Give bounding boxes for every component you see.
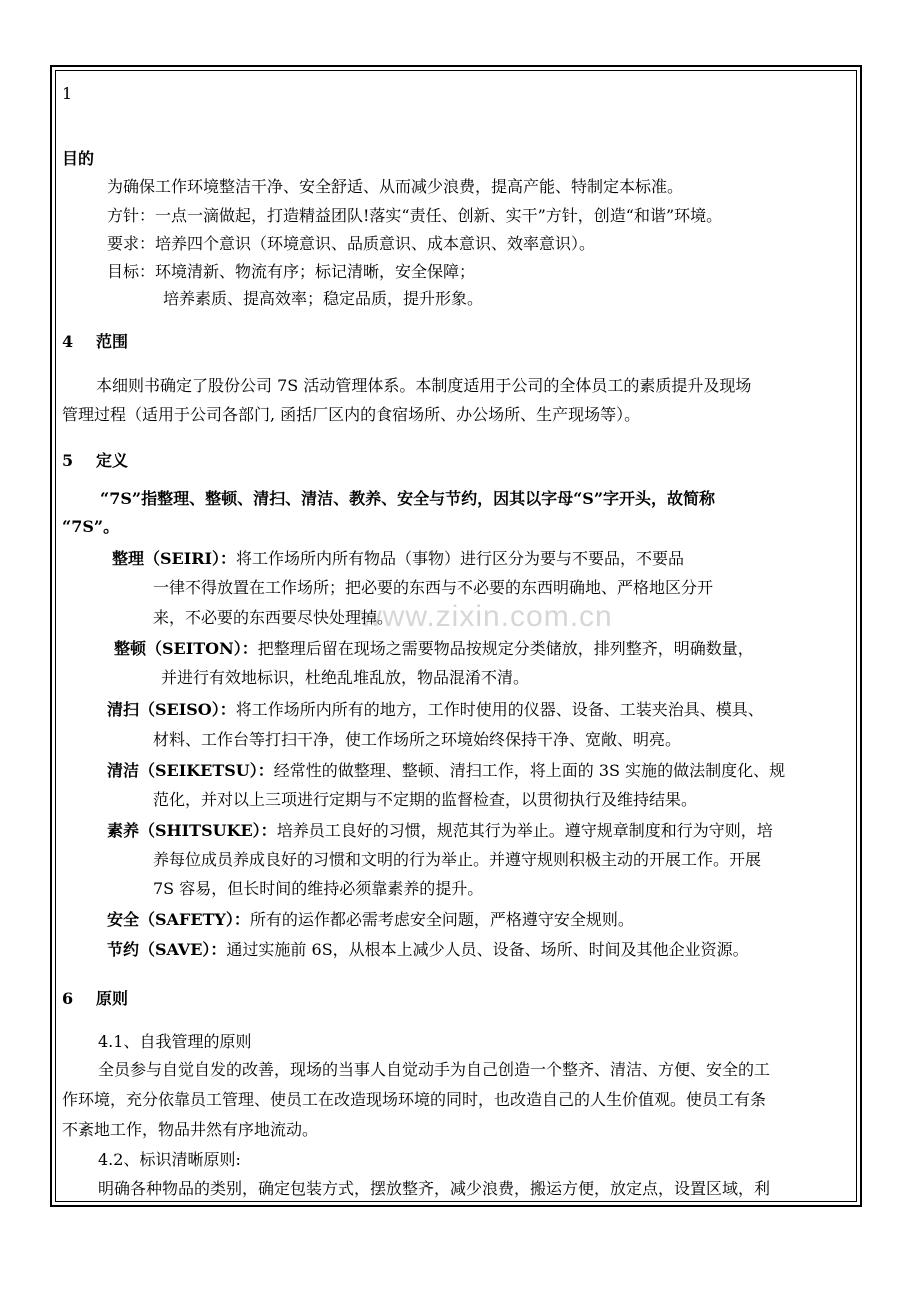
scope-number: 4: [62, 332, 74, 351]
definition-item: [107, 761, 785, 781]
scope-heading: 范围: [96, 332, 129, 351]
purpose-line: 为确保工作环境整洁干净、安全舒适、从而减少浪费，提高产能、特制定本标准。: [107, 177, 684, 196]
definition-term: 素养（SHITSUKE）：: [107, 821, 277, 840]
definition-intro: “7S”指整理、整顿、清扫、清洁、教养、安全与节约，因其以字母“S”字开头，故简称: [100, 489, 716, 508]
definition-term: 安全（SAFETY）：: [107, 910, 250, 929]
definition-text: 将工作场所内所有的地方，工作时使用的仪器、设备、工装夹治具、模具、: [235, 700, 764, 719]
definition-item: [112, 549, 684, 569]
purpose-line: 要求：培养四个意识（环境意识、品质意识、成本意识、效率意识）。: [107, 234, 596, 253]
principle-line: 作环境，充分依靠员工管理、使员工在改造现场环境的同时，也改造自己的人生价值观。使员工有条: [62, 1090, 767, 1109]
definition-item: [107, 910, 634, 930]
principle-subtitle: 4.2、标识清晰原则:: [98, 1150, 241, 1169]
definition-text: 经常性的做整理、整顿、清扫工作，将上面的 3S 实施的做法制度化、规: [273, 761, 786, 780]
principles-number: 6: [62, 989, 74, 1008]
definition-text: 材料、工作台等打扫干净，使工作场所之环境始终保持干净、宽敞、明亮。: [153, 730, 682, 749]
definition-item: [107, 940, 749, 960]
definition-text: 通过实施前 6S，从根本上减少人员、设备、场所、时间及其他企业资源。: [226, 940, 749, 959]
definition-text: 范化，并对以上三项进行定期与不定期的监督检查，以贯彻执行及维持结果。: [153, 790, 698, 809]
purpose-line: 方针：一点一滴做起，打造精益团队!落实“责任、创新、实干”方针，创造“和谐”环境。: [107, 206, 723, 225]
scope-line: 管理过程（适用于公司各部门, 函括厂区内的食宿场所、办公场所、生产现场等）。: [62, 405, 641, 424]
principle-line: 明确各种物品的类别，确定包装方式，摆放整齐，减少浪费，搬运方便，放定点，设置区域，利: [98, 1179, 771, 1198]
definition-text: 来，不必要的东西要尽快处理掉。: [153, 608, 394, 627]
definition-item: [107, 700, 764, 720]
principle-line: 全员参与自觉自发的改善，现场的当事人自觉动手为自己创造一个整齐、清洁、方便、安全的工: [98, 1060, 771, 1079]
definition-text: 将工作场所内所有物品（事物）进行区分为要与不要品，不要品: [236, 549, 685, 568]
purpose-line: 目标：环境清新、物流有序；标记清晰，安全保障；: [107, 262, 476, 281]
purpose-line: 培养素质、提高效率；稳定品质，提升形象。: [163, 289, 484, 308]
definition-number: 5: [62, 451, 74, 470]
definition-intro: “7S”。: [62, 517, 120, 536]
definition-text: 7S 容易，但长时间的维持必须靠素养的提升。: [153, 879, 484, 898]
definition-term: 清扫（SEISO）：: [107, 700, 236, 719]
principle-subtitle: 4.1、自我管理的原则: [98, 1032, 252, 1051]
definition-term: 整顿（SEITON）：: [114, 639, 258, 658]
definition-item: [114, 639, 754, 659]
definition-heading: 定义: [96, 451, 129, 470]
scope-line: 本细则书确定了股份公司 7S 活动管理体系。本制度适用于公司的全体员工的素质提升及现场: [96, 376, 752, 395]
definition-text: 养每位成员养成良好的习惯和文明的行为举止。并遵守规则积极主动的开展工作。开展: [153, 850, 762, 869]
purpose-heading: 目的: [62, 149, 95, 168]
definition-term: 清洁（SEIKETSU）：: [107, 761, 274, 780]
definition-text: 培养员工良好的习惯，规范其行为举止。遵守规章制度和行为守则，培: [276, 821, 773, 840]
definition-term: 节约（SAVE）：: [107, 940, 227, 959]
definition-text: 把整理后留在现场之需要物品按规定分类储放，排列整齐，明确数量，: [257, 639, 754, 658]
watermark: www.zixin.com.cn: [360, 600, 613, 633]
definition-item: [107, 821, 773, 841]
principle-line: 不紊地工作，物品井然有序地流动。: [62, 1120, 319, 1139]
definition-term: 整理（SEIRI）：: [112, 549, 237, 568]
definition-text: 并进行有效地标识，杜绝乱堆乱放，物品混淆不清。: [161, 668, 530, 687]
principles-heading: 原则: [96, 989, 129, 1008]
definition-text: 所有的运作都必需考虑安全问题，严格遵守安全规则。: [249, 910, 634, 929]
section-number: 1: [62, 84, 73, 103]
definition-text: 一律不得放置在工作场所；把必要的东西与不必要的东西明确地、严格地区分开: [153, 578, 714, 597]
